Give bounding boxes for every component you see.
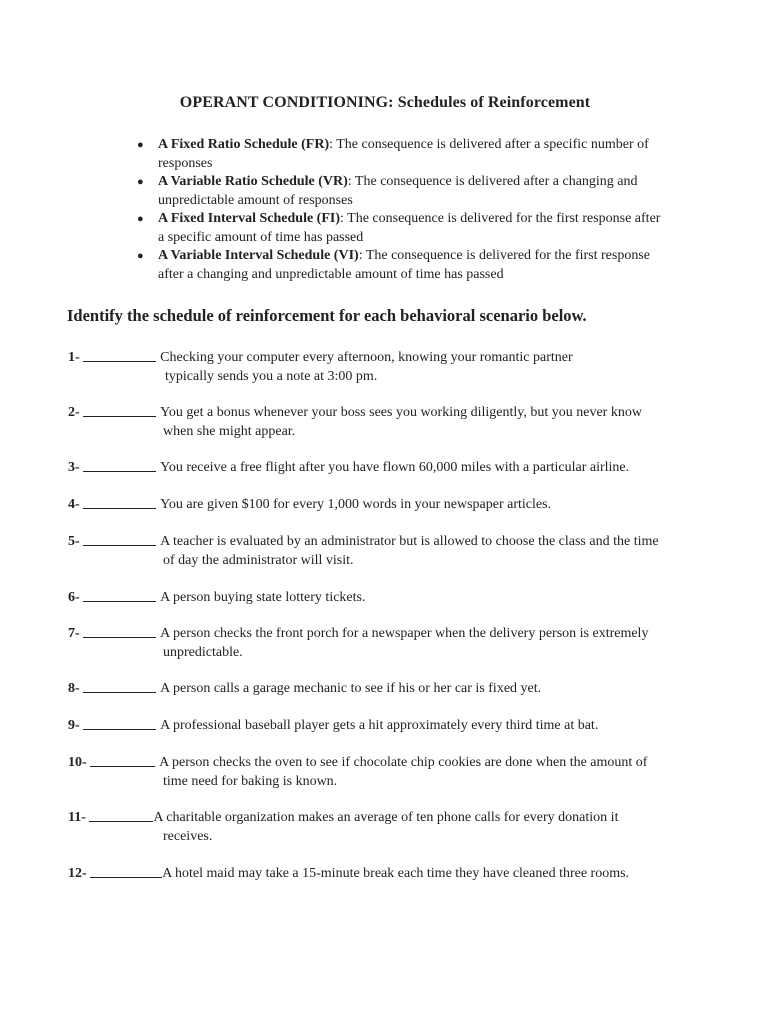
question-item [68, 864, 718, 884]
bullet-icon: ● [137, 139, 144, 151]
question-text: A hotel maid may take a 15-minute break each time they have cleaned three rooms. [162, 866, 630, 881]
definition-desc-cont: after a changing and unpredictable amount of time has passed [158, 266, 504, 282]
question-text: A person checks the oven to see if chocolate chip cookies are done when the amount of [159, 755, 648, 770]
definition-desc: : The consequence is delivered after a changing and [347, 174, 638, 189]
question-text: A professional baseball player gets a hit approximately every third time at bat. [160, 718, 599, 733]
question-number: 10- [68, 755, 87, 770]
definition-term: A Variable Interval Schedule (VI) [158, 248, 359, 263]
question-number: 4- [68, 497, 80, 512]
question-text-cont: typically sends you a note at 3:00 pm. [165, 368, 378, 384]
definition-desc: : The consequence is delivered for the first response after [340, 211, 661, 226]
question-item [68, 679, 718, 699]
question-number: 2- [68, 405, 80, 420]
answer-blank[interactable] [83, 624, 156, 638]
definition-term: A Fixed Ratio Schedule (FR) [158, 137, 330, 152]
definition-term: A Variable Ratio Schedule (VR) [158, 174, 348, 189]
answer-blank[interactable] [83, 403, 156, 417]
question-text-cont: of day the administrator will visit. [163, 552, 354, 568]
question-item [68, 808, 718, 846]
question-text-cont: when she might appear. [163, 423, 296, 439]
question-text: A teacher is evaluated by an administrator but is allowed to choose the class and the time [160, 534, 659, 549]
question-number: 8- [68, 681, 80, 696]
question-item [68, 403, 718, 441]
question-item [68, 532, 718, 570]
instructions-heading: Identify the schedule of reinforcement for each behavioral scenario below. [67, 306, 587, 325]
question-number: 6- [68, 590, 80, 605]
question-number: 12- [68, 866, 87, 881]
answer-blank[interactable] [89, 808, 153, 822]
question-text: A person calls a garage mechanic to see if his or her car is fixed yet. [160, 681, 542, 696]
question-text: A person checks the front porch for a newspaper when the delivery person is extremely [160, 626, 649, 641]
question-text: You get a bonus whenever your boss sees you working diligently, but you never know [160, 405, 642, 420]
answer-blank[interactable] [83, 348, 156, 362]
question-text: A charitable organization makes an average of ten phone calls for every donation it [153, 810, 619, 825]
question-text: A person buying state lottery tickets. [160, 590, 366, 605]
bullet-icon: ● [137, 176, 144, 188]
answer-blank[interactable] [83, 679, 156, 693]
page-title: OPERANT CONDITIONING: Schedules of Reinforcement [179, 94, 591, 111]
bullet-icon: ● [137, 213, 144, 225]
definition-desc: : The consequence is delivered after a specific number of [329, 137, 649, 152]
definition-item [137, 210, 707, 247]
definition-item [137, 247, 707, 284]
question-text: Checking your computer every afternoon, knowing your romantic partner [160, 350, 573, 365]
question-text: You are given $100 for every 1,000 words in your newspaper articles. [160, 497, 552, 512]
question-item [68, 753, 718, 791]
definition-term: A Fixed Interval Schedule (FI) [158, 211, 340, 226]
question-item [68, 495, 718, 515]
question-text-cont: time need for baking is known. [163, 773, 338, 789]
question-item [68, 716, 718, 736]
question-text-cont: unpredictable. [163, 644, 243, 660]
definition-item [137, 136, 707, 173]
bullet-icon: ● [137, 250, 144, 262]
definition-desc-cont: unpredictable amount of responses [158, 192, 353, 208]
answer-blank[interactable] [83, 588, 156, 602]
question-item [68, 588, 718, 608]
answer-blank[interactable] [83, 495, 156, 509]
question-text-cont: receives. [163, 828, 213, 844]
question-item [68, 624, 718, 662]
answer-blank[interactable] [83, 532, 156, 546]
definition-desc-cont: responses [158, 155, 213, 171]
question-number: 9- [68, 718, 80, 733]
question-number: 7- [68, 626, 80, 641]
question-number: 5- [68, 534, 80, 549]
answer-blank[interactable] [90, 753, 155, 767]
definition-desc: : The consequence is delivered for the first response [358, 248, 650, 263]
question-item [68, 348, 718, 386]
answer-blank[interactable] [83, 716, 156, 730]
definition-item [137, 173, 707, 210]
definition-desc-cont: a specific amount of time has passed [158, 229, 364, 245]
definitions-list [137, 136, 707, 284]
question-number: 11- [68, 810, 86, 825]
answer-blank[interactable] [83, 458, 156, 472]
answer-blank[interactable] [90, 864, 162, 878]
question-item [68, 458, 718, 478]
question-text: You receive a free flight after you have flown 60,000 miles with a particular airline. [160, 460, 630, 475]
question-number: 1- [68, 350, 80, 365]
question-number: 3- [68, 460, 80, 475]
